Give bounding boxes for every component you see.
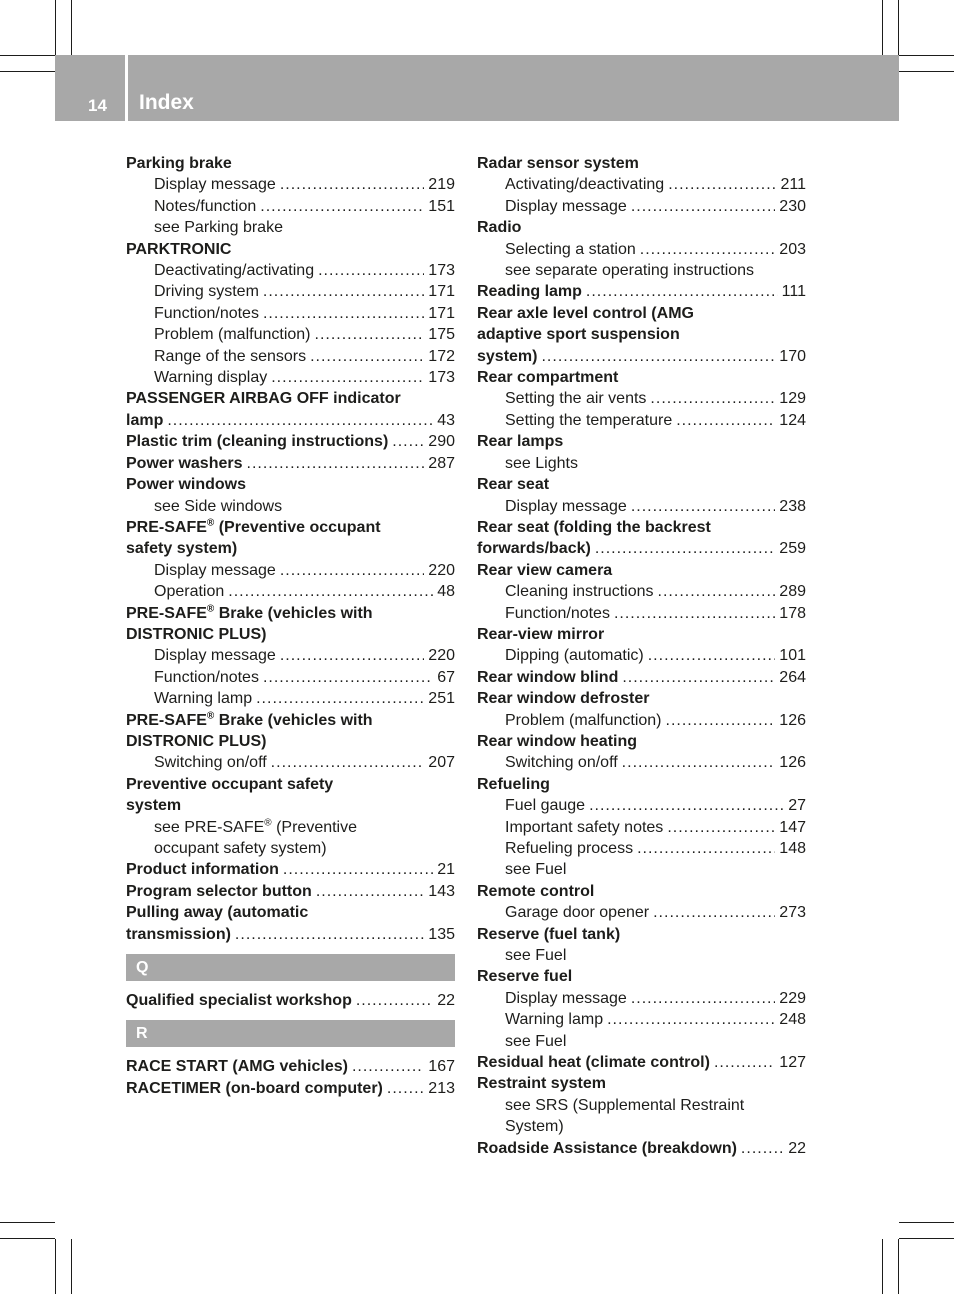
entry-text: see Side windows	[154, 497, 283, 515]
index-entry	[126, 774, 455, 795]
entry-text: Display message	[154, 176, 276, 194]
dot-leader	[666, 710, 776, 731]
index-entry	[477, 217, 806, 238]
index-subentry	[477, 1009, 806, 1030]
index-subentry	[477, 988, 806, 1009]
page-reference[interactable]: 22	[437, 992, 455, 1010]
entry-text: Power windows	[126, 476, 247, 494]
dot-leader	[392, 431, 424, 452]
entry-text: Rear window heating	[477, 732, 638, 750]
registered-mark: ®	[206, 710, 215, 722]
entry-text: Garage door opener	[505, 904, 650, 922]
index-entry	[126, 710, 455, 731]
section-gap	[126, 945, 455, 954]
dot-leader	[676, 410, 775, 431]
letter-section-header: Q	[126, 954, 455, 981]
entry-text: Problem (malfunction)	[154, 326, 311, 344]
page-reference[interactable]: 173	[428, 262, 455, 280]
dot-leader	[387, 1078, 424, 1099]
dot-leader	[316, 881, 424, 902]
entry-text: Refueling process	[505, 840, 634, 857]
index-subentry	[126, 196, 455, 217]
index-subentry	[477, 581, 806, 602]
index-subentry	[477, 410, 806, 431]
index-subentry	[477, 838, 806, 859]
dot-leader	[622, 667, 775, 688]
index-entry	[126, 624, 455, 645]
index-entry	[126, 859, 455, 880]
page-reference[interactable]: 211	[780, 176, 806, 194]
entry-text: Roadside Assistance (breakdown)	[477, 1139, 737, 1157]
crop-mark	[0, 71, 55, 72]
crop-mark	[898, 1239, 899, 1294]
entry-text: Remote control	[477, 882, 595, 900]
dot-leader	[667, 817, 775, 838]
entry-text: Function/notes	[154, 304, 259, 322]
entry-text: Program selector button	[126, 882, 312, 900]
entry-text: system	[126, 797, 182, 815]
crop-mark	[0, 1238, 55, 1239]
entry-text: see Fuel	[505, 861, 567, 879]
entry-text: Switching on/off	[505, 754, 618, 772]
index-subentry	[477, 174, 806, 195]
index-subentry	[126, 645, 455, 666]
entry-text: see Fuel	[505, 1032, 567, 1050]
page-reference[interactable]: 124	[779, 411, 806, 429]
crop-mark	[899, 1222, 954, 1223]
dot-leader	[741, 1138, 784, 1159]
index-entry	[477, 1052, 806, 1073]
page-reference[interactable]: 230	[779, 197, 806, 215]
page-reference[interactable]: 170	[779, 347, 806, 365]
index-subentry	[126, 217, 455, 238]
index-subentry	[126, 496, 455, 517]
entry-text: see SRS (Supplemental Restraint	[505, 1096, 745, 1114]
dot-leader	[668, 174, 776, 195]
page-reference[interactable]: 127	[779, 1054, 806, 1072]
crop-mark	[71, 1239, 72, 1294]
page-reference[interactable]: 259	[779, 540, 806, 558]
dot-leader	[263, 303, 424, 324]
entry-text: Rear axle level control (AMG	[477, 304, 694, 322]
page-reference[interactable]: 175	[428, 326, 455, 344]
index-entry	[477, 624, 806, 645]
crop-mark	[899, 1238, 954, 1239]
page-number: 14	[88, 96, 107, 115]
dot-leader	[260, 196, 424, 217]
page-reference[interactable]: 129	[779, 390, 806, 408]
entry-text: Important safety notes	[505, 818, 664, 836]
entry-text: Function/notes	[154, 668, 259, 686]
index-entry	[477, 153, 806, 174]
page-reference[interactable]: 264	[779, 668, 806, 686]
dot-leader	[631, 496, 775, 517]
crop-mark	[899, 71, 954, 72]
dot-leader	[607, 1009, 775, 1030]
entry-text: Rear-view mirror	[477, 625, 605, 643]
index-column-right	[477, 153, 806, 1159]
page-reference[interactable]: 148	[779, 840, 806, 857]
index-entry	[126, 453, 455, 474]
index-subentry	[477, 603, 806, 624]
entry-text: Radar sensor system	[477, 155, 639, 172]
index-subentry	[126, 281, 455, 302]
index-subentry	[477, 817, 806, 838]
crop-mark	[882, 0, 883, 55]
index-entry	[477, 1073, 806, 1094]
dot-leader	[589, 795, 784, 816]
entry-text: Restraint system	[477, 1075, 606, 1093]
index-entry	[126, 990, 455, 1011]
entry-text: Qualified specialist workshop	[126, 992, 352, 1010]
entry-text: Driving system	[154, 283, 259, 301]
page-reference[interactable]: 219	[428, 176, 455, 194]
page-reference[interactable]: 21	[437, 861, 455, 879]
entry-text: Rear seat (folding the backrest	[477, 518, 711, 536]
index-subentry	[477, 453, 806, 474]
entry-text: PRE-SAFE® Brake (vehicles with	[126, 710, 373, 729]
entry-text: Preventive occupant safety	[126, 775, 334, 793]
page-reference[interactable]: 229	[779, 989, 806, 1007]
index-entry	[477, 538, 806, 559]
index-entry	[477, 881, 806, 902]
page-reference[interactable]: 126	[779, 711, 806, 729]
page-reference[interactable]: 147	[779, 818, 806, 836]
page-reference[interactable]: 248	[779, 1011, 806, 1029]
entry-text: Switching on/off	[154, 754, 267, 772]
dot-leader	[256, 688, 424, 709]
entry-text: Display message	[505, 497, 627, 515]
entry-text: Deactivating/activating	[154, 262, 315, 280]
entry-text: transmission)	[126, 925, 231, 943]
dot-leader	[310, 346, 424, 367]
dot-leader	[631, 196, 775, 217]
dot-leader	[315, 324, 425, 345]
entry-text: Cleaning instructions	[505, 583, 654, 601]
dot-leader	[650, 388, 775, 409]
dot-leader	[648, 645, 776, 666]
index-entry	[126, 153, 455, 174]
index-entry	[477, 517, 806, 538]
crop-mark	[898, 0, 899, 55]
entry-text: Rear view camera	[477, 561, 613, 579]
index-subentry	[477, 388, 806, 409]
index-subentry	[126, 367, 455, 388]
header-divider	[125, 55, 128, 121]
index-subentry	[126, 838, 455, 859]
page-reference[interactable]: 111	[781, 283, 806, 301]
index-entry	[477, 560, 806, 581]
dot-leader	[263, 667, 433, 688]
entry-text: Reading lamp	[477, 283, 582, 301]
dot-leader	[283, 859, 433, 880]
entry-text: PASSENGER AIRBAG OFF indicator	[126, 390, 401, 408]
entry-text: Pulling away (automatic	[126, 904, 309, 922]
index-subentry	[126, 174, 455, 195]
entry-text: Display message	[154, 647, 276, 665]
dot-leader	[228, 581, 433, 602]
entry-text: Reserve (fuel tank)	[477, 925, 621, 943]
entry-text: System)	[505, 1118, 564, 1136]
dot-leader	[586, 281, 778, 302]
page-reference[interactable]: 251	[428, 690, 455, 708]
entry-text: Refueling	[477, 775, 550, 793]
index-subentry	[477, 710, 806, 731]
index-entry	[477, 966, 806, 987]
page-reference[interactable]: 171	[428, 304, 455, 322]
page-reference[interactable]: 27	[788, 797, 806, 815]
page-reference[interactable]: 203	[779, 240, 806, 258]
registered-mark: ®	[264, 817, 272, 829]
page-reference[interactable]: 172	[428, 347, 455, 365]
index-subentry	[477, 196, 806, 217]
index-subentry	[477, 902, 806, 923]
dot-leader	[541, 346, 775, 367]
index-entry	[126, 388, 455, 409]
dot-leader	[637, 838, 775, 859]
dot-leader	[271, 367, 424, 388]
index-entry	[126, 1056, 455, 1077]
index-subentry	[477, 859, 806, 880]
index-entry	[477, 303, 806, 324]
page-reference[interactable]: 289	[779, 583, 806, 601]
entry-text: RACE START (AMG vehicles)	[126, 1058, 348, 1076]
index-entry	[477, 774, 806, 795]
entry-text: Setting the air vents	[505, 390, 647, 408]
registered-mark: ®	[206, 517, 215, 529]
entry-text: see Fuel	[505, 947, 567, 965]
entry-text: Warning display	[154, 369, 268, 387]
dot-leader	[280, 174, 424, 195]
index-subentry	[477, 1095, 806, 1116]
dot-leader	[622, 752, 776, 773]
index-subentry	[477, 496, 806, 517]
dot-leader	[235, 924, 424, 945]
page-reference[interactable]: 273	[779, 904, 806, 922]
page-reference[interactable]: 67	[437, 668, 455, 686]
entry-text: Problem (malfunction)	[505, 711, 662, 729]
index-entry	[126, 538, 455, 559]
index-entry	[477, 688, 806, 709]
entry-text: Rear window blind	[477, 668, 619, 686]
index-entry	[477, 667, 806, 688]
entry-text: RACETIMER (on-board computer)	[126, 1079, 383, 1097]
index-entry	[126, 924, 455, 945]
index-entry	[477, 1138, 806, 1159]
letter-section-header: R	[126, 1020, 455, 1047]
index-subentry	[477, 645, 806, 666]
section-gap	[126, 1047, 455, 1056]
crop-mark	[55, 1239, 56, 1294]
entry-text: Display message	[154, 561, 276, 579]
section-gap	[126, 1011, 455, 1020]
index-subentry	[126, 688, 455, 709]
entry-text: DISTRONIC PLUS)	[126, 732, 267, 750]
dot-leader	[247, 453, 425, 474]
entry-text: Display message	[505, 989, 627, 1007]
dot-leader	[714, 1052, 775, 1073]
index-entry	[126, 239, 455, 260]
page-reference[interactable]: 22	[788, 1139, 806, 1157]
index-entry	[126, 517, 455, 538]
page-reference[interactable]: 126	[779, 754, 806, 772]
dot-leader	[631, 988, 775, 1009]
index-subentry	[477, 752, 806, 773]
entry-text: DISTRONIC PLUS)	[126, 625, 267, 643]
index-subentry	[477, 795, 806, 816]
index-entry	[126, 603, 455, 624]
entry-text: Warning lamp	[154, 690, 253, 708]
entry-text: Warning lamp	[505, 1011, 604, 1029]
index-entry	[126, 902, 455, 923]
dot-leader	[614, 603, 775, 624]
index-subentry	[126, 260, 455, 281]
entry-text: Selecting a station	[505, 240, 636, 258]
section-gap	[126, 981, 455, 990]
page-reference[interactable]: 287	[428, 454, 455, 472]
dot-leader	[658, 581, 776, 602]
page-reference[interactable]: 43	[437, 411, 455, 429]
entry-text: PRE-SAFE® Brake (vehicles with	[126, 603, 373, 622]
dot-leader	[352, 1056, 424, 1077]
entry-text: Range of the sensors	[154, 347, 307, 365]
entry-text: lamp	[126, 411, 164, 429]
crop-mark	[899, 55, 954, 56]
page-title: Index	[139, 91, 194, 114]
crop-mark	[55, 0, 56, 55]
entry-text: system)	[477, 347, 538, 365]
page-reference[interactable]: 135	[428, 925, 455, 943]
dot-leader	[356, 990, 433, 1011]
entry-text: Notes/function	[154, 197, 257, 215]
entry-text: Activating/deactivating	[505, 176, 665, 194]
index-subentry	[477, 945, 806, 966]
entry-text: see separate operating instructions	[505, 262, 755, 280]
page-reference[interactable]: 178	[779, 604, 806, 622]
entry-text: Parking brake	[126, 155, 232, 172]
index-subentry	[126, 752, 455, 773]
entry-text: Rear window defroster	[477, 690, 650, 708]
entry-text: Operation	[154, 583, 225, 601]
index-subentry	[126, 581, 455, 602]
index-entry	[477, 324, 806, 345]
entry-text: Power washers	[126, 454, 243, 472]
registered-mark: ®	[206, 603, 215, 615]
entry-text: Reserve fuel	[477, 968, 573, 986]
index-entry	[126, 1078, 455, 1099]
index-subentry	[126, 303, 455, 324]
page-reference[interactable]: 220	[428, 647, 455, 665]
index-entry	[126, 881, 455, 902]
index-column-left	[126, 153, 455, 1099]
index-entry	[477, 431, 806, 452]
dot-leader	[271, 752, 425, 773]
page-reference[interactable]: 213	[428, 1079, 455, 1097]
dot-leader	[640, 239, 776, 260]
dot-leader	[263, 281, 424, 302]
index-subentry	[477, 1116, 806, 1137]
entry-text: PRE-SAFE® (Preventive occupant	[126, 517, 381, 536]
entry-text: see Lights	[505, 454, 578, 472]
entry-text: forwards/back)	[477, 540, 591, 558]
index-entry	[126, 474, 455, 495]
crop-mark	[0, 55, 55, 56]
entry-text: Display message	[505, 197, 627, 215]
page-reference[interactable]: 167	[428, 1058, 455, 1076]
entry-text: see PRE-SAFE® (Preventive	[154, 817, 358, 836]
page-reference[interactable]: 143	[428, 882, 455, 900]
index-entry	[126, 795, 455, 816]
index-subentry	[126, 667, 455, 688]
index-subentry	[477, 260, 806, 281]
entry-text: PARKTRONIC	[126, 240, 232, 258]
entry-text: Radio	[477, 219, 522, 237]
dot-leader	[280, 560, 424, 581]
page-reference[interactable]: 207	[428, 754, 455, 772]
index-entry	[126, 410, 455, 431]
page-reference[interactable]: 290	[428, 433, 455, 451]
index-subentry	[126, 817, 455, 838]
index-subentry	[477, 1031, 806, 1052]
index-entry	[477, 474, 806, 495]
entry-text: Rear seat	[477, 476, 550, 494]
entry-text: adaptive sport suspension	[477, 326, 680, 344]
dot-leader	[653, 902, 775, 923]
page-reference[interactable]: 151	[428, 197, 455, 215]
entry-text: Function/notes	[505, 604, 610, 622]
entry-text: Setting the temperature	[505, 411, 673, 429]
index-subentry	[126, 346, 455, 367]
index-entry	[126, 731, 455, 752]
crop-mark	[882, 1239, 883, 1294]
index-subentry	[126, 324, 455, 345]
entry-text: Dipping (automatic)	[505, 647, 644, 665]
index-entry	[477, 346, 806, 367]
entry-text: Rear compartment	[477, 369, 619, 387]
page-reference[interactable]: 238	[779, 497, 806, 515]
index-entry	[477, 731, 806, 752]
dot-leader	[595, 538, 775, 559]
index-subentry	[126, 560, 455, 581]
index-entry	[477, 924, 806, 945]
entry-text: Plastic trim (cleaning instructions)	[126, 433, 389, 451]
crop-mark	[71, 0, 72, 55]
page-reference[interactable]: 101	[779, 647, 806, 665]
index-entry	[477, 367, 806, 388]
entry-text: see Parking brake	[154, 219, 283, 237]
index-entry	[477, 281, 806, 302]
index-entry	[126, 431, 455, 452]
page-reference[interactable]: 171	[428, 283, 455, 301]
entry-text: Residual heat (climate control)	[477, 1054, 710, 1072]
dot-leader	[280, 645, 424, 666]
entry-text: Rear lamps	[477, 433, 564, 451]
index-subentry	[477, 239, 806, 260]
page-reference[interactable]: 173	[428, 369, 455, 387]
page-reference[interactable]: 220	[428, 561, 455, 579]
dot-leader	[318, 260, 424, 281]
dot-leader	[167, 410, 433, 431]
entry-text: Fuel gauge	[505, 797, 586, 815]
entry-text: Product information	[126, 861, 279, 879]
entry-text: safety system)	[126, 540, 238, 558]
page-reference[interactable]: 48	[437, 583, 455, 601]
crop-mark	[0, 1222, 55, 1223]
entry-text: occupant safety system)	[154, 840, 327, 857]
